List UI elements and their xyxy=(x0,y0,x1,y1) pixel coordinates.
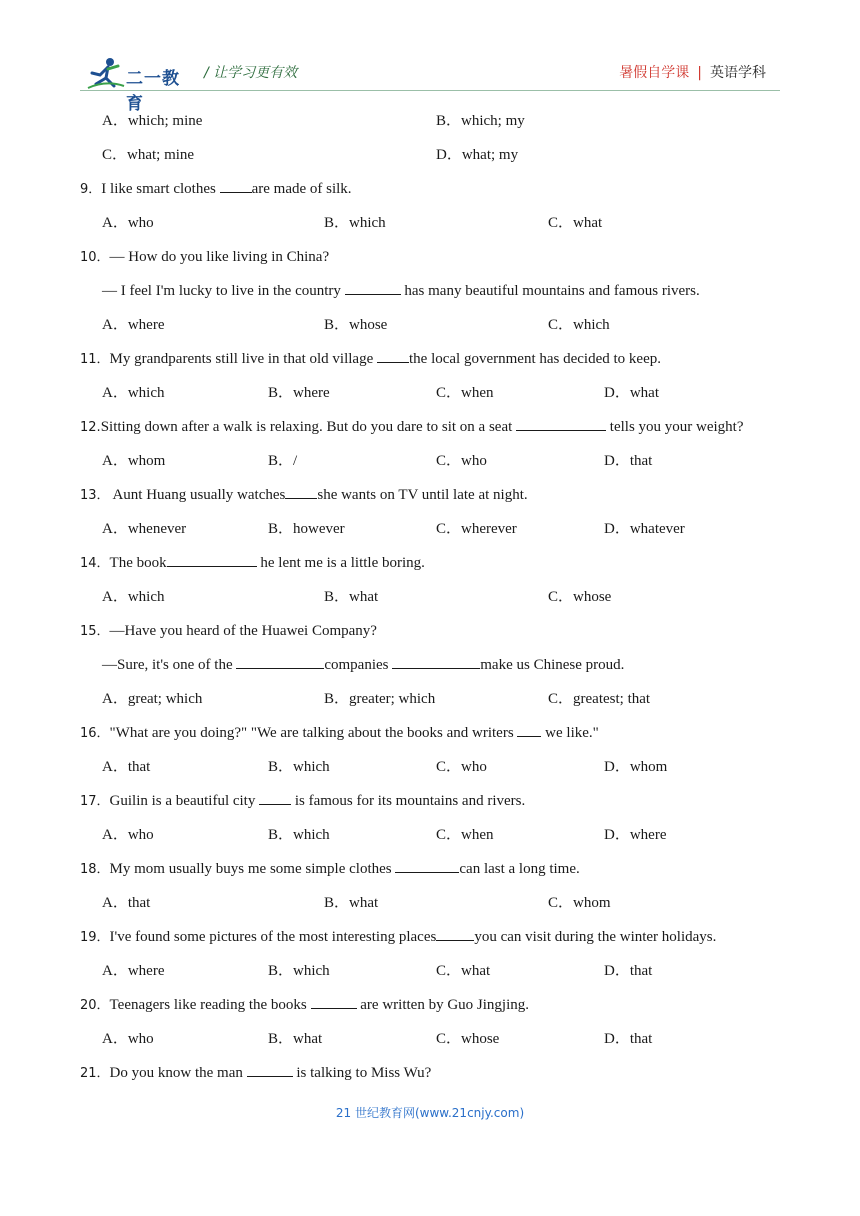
question-number: 14． xyxy=(80,556,110,571)
answer-blank xyxy=(377,347,409,363)
option: C．who xyxy=(436,453,487,469)
question-number: 15． xyxy=(80,624,110,639)
option: B．greater; which xyxy=(324,691,436,707)
course-label: 暑假自学课 xyxy=(619,65,690,81)
question-stem xyxy=(80,1056,800,1090)
option: D．whom xyxy=(604,759,668,775)
option: D．what; my xyxy=(436,147,519,163)
question-dialog-line xyxy=(80,274,800,308)
answer-blank xyxy=(517,721,541,737)
option: B．which xyxy=(268,963,330,979)
page-footer: 21 世纪教育网(www.21cnjy.com) xyxy=(335,1106,525,1120)
option: C．when xyxy=(436,827,494,843)
question-number: 20． xyxy=(80,998,110,1013)
answer-blank xyxy=(236,653,324,669)
question-text: she wants on TV until late at night. xyxy=(317,487,528,503)
option: A．where xyxy=(102,317,165,333)
answer-blank xyxy=(392,653,480,669)
question-stem xyxy=(80,342,800,376)
question-stem xyxy=(80,614,800,648)
header-course-info xyxy=(619,62,766,82)
option: C．whose xyxy=(436,1031,500,1047)
options-row xyxy=(80,580,800,614)
option: A．whom xyxy=(102,453,166,469)
option: C．greatest; that xyxy=(548,691,651,707)
question-stem xyxy=(80,172,800,206)
question-number: 19． xyxy=(80,930,110,945)
answer-blank xyxy=(516,415,606,431)
question-text: Sitting down after a walk is relaxing. But do you dare to sit on a seat xyxy=(100,419,517,435)
subject-label: 英语学科 xyxy=(710,65,766,81)
header-divider xyxy=(80,90,780,91)
option: B．what xyxy=(268,1031,323,1047)
question-number: 16． xyxy=(80,726,110,741)
options-row xyxy=(80,206,800,240)
option: D．that xyxy=(604,1031,653,1047)
question-text: —Have you heard of the Huawei Company? xyxy=(109,623,377,639)
answer-blank xyxy=(436,925,474,941)
option: B．where xyxy=(268,385,330,401)
question-stem xyxy=(80,410,800,444)
header-separator: | xyxy=(697,65,702,81)
question-text: Guilin is a beautiful city xyxy=(109,793,260,809)
option: C．wherever xyxy=(436,521,517,537)
question-text: My grandparents still live in that old village xyxy=(109,351,377,367)
question-text: Do you know the man xyxy=(109,1065,247,1081)
answer-blank xyxy=(247,1061,293,1077)
question-stem xyxy=(80,240,800,274)
option: B．which; my xyxy=(436,113,525,129)
option: B．what xyxy=(324,895,379,911)
option: C．who xyxy=(436,759,487,775)
option: C．what; mine xyxy=(102,147,195,163)
question-stem xyxy=(80,852,800,886)
logo xyxy=(86,56,196,114)
option: C．when xyxy=(436,385,494,401)
question-text: are made of silk. xyxy=(251,181,352,197)
option: B．what xyxy=(324,589,379,605)
logo-text: 二一教育 xyxy=(126,69,180,114)
options-row xyxy=(80,376,800,410)
question-text: "What are you doing?" "We are talking about the books and writers xyxy=(109,725,518,741)
question-stem xyxy=(80,478,800,512)
options-row xyxy=(80,750,800,784)
question-number: 21． xyxy=(80,1066,110,1081)
option: A．whenever xyxy=(102,521,187,537)
question-text: I've found some pictures of the most interesting places xyxy=(109,929,437,945)
option: B．which xyxy=(324,215,386,231)
question-text: can last a long time. xyxy=(459,861,580,877)
question-text: I like smart clothes xyxy=(101,181,220,197)
option: A．which xyxy=(102,589,165,605)
option: D．that xyxy=(604,453,653,469)
option: B．/ xyxy=(268,453,298,469)
question-stem xyxy=(80,920,800,954)
question-dialog-line xyxy=(80,648,800,682)
options-row xyxy=(80,308,800,342)
question-number: 18． xyxy=(80,862,110,877)
options-row xyxy=(80,682,800,716)
question-number: 17． xyxy=(80,794,110,809)
answer-blank xyxy=(167,551,257,567)
answer-blank xyxy=(311,993,357,1009)
question-stem xyxy=(80,716,800,750)
option: B．which xyxy=(268,759,330,775)
answer-blank xyxy=(345,279,401,295)
question-text: The book xyxy=(109,555,167,571)
option: A．that xyxy=(102,895,151,911)
options-row xyxy=(80,1022,800,1056)
option: A．which xyxy=(102,385,165,401)
question-text: companies xyxy=(324,657,393,673)
options-row xyxy=(80,512,800,546)
question-number: 10． xyxy=(80,250,110,265)
q8-options-row1 xyxy=(80,104,800,138)
question-stem xyxy=(80,784,800,818)
option: C．what xyxy=(436,963,491,979)
options-row xyxy=(80,886,800,920)
options-row xyxy=(80,954,800,988)
option: A．great; which xyxy=(102,691,203,707)
answer-blank xyxy=(259,789,291,805)
question-number: 11． xyxy=(80,352,110,367)
question-text: you can visit during the winter holidays. xyxy=(474,929,717,945)
question-text: Teenagers like reading the books xyxy=(109,997,311,1013)
option: C．what xyxy=(548,215,603,231)
options-row xyxy=(80,444,800,478)
question-text: is talking to Miss Wu? xyxy=(292,1065,432,1081)
question-number: 9． xyxy=(80,182,102,197)
option: A．which; mine xyxy=(102,113,203,129)
question-text: we like." xyxy=(541,725,599,741)
question-text: he lent me is a little boring. xyxy=(256,555,425,571)
option: A．where xyxy=(102,963,165,979)
option: A．who xyxy=(102,215,154,231)
option: D．where xyxy=(604,827,667,843)
option: D．whatever xyxy=(604,521,685,537)
question-text: —Sure, it's one of the xyxy=(102,657,237,673)
option: C．whose xyxy=(548,589,612,605)
q8-options-row2 xyxy=(80,138,800,172)
question-stem xyxy=(80,546,800,580)
options-row xyxy=(80,818,800,852)
page-header xyxy=(80,54,780,114)
question-text: is famous for its mountains and rivers. xyxy=(291,793,526,809)
option: A．who xyxy=(102,1031,154,1047)
question-text: tells you your weight? xyxy=(606,419,744,435)
option: B．whose xyxy=(324,317,388,333)
option: C．which xyxy=(548,317,610,333)
option: D．what xyxy=(604,385,659,401)
question-text: — I feel I'm lucky to live in the country xyxy=(102,283,345,299)
question-number: 12. xyxy=(80,420,101,435)
question-text: are written by Guo Jingjing. xyxy=(356,997,529,1013)
question-text: — How do you like living in China? xyxy=(109,249,330,265)
option: B．which xyxy=(268,827,330,843)
runner-logo-icon xyxy=(86,56,126,90)
question-stem xyxy=(80,988,800,1022)
answer-blank xyxy=(395,857,459,873)
option: D．that xyxy=(604,963,653,979)
slogan: / 让学习更有效 xyxy=(204,65,298,81)
answer-blank xyxy=(220,177,252,193)
option: C．whom xyxy=(548,895,611,911)
question-text: has many beautiful mountains and famous rivers. xyxy=(400,283,700,299)
question-text: the local government has decided to keep. xyxy=(409,351,661,367)
option: A．that xyxy=(102,759,151,775)
answer-blank xyxy=(285,483,317,499)
question-list xyxy=(80,104,800,1090)
question-text: Aunt Huang usually watches xyxy=(109,487,286,503)
option: B．however xyxy=(268,521,345,537)
question-text: My mom usually buys me some simple clothes xyxy=(109,861,396,877)
option: A．who xyxy=(102,827,154,843)
question-number: 13． xyxy=(80,488,110,503)
question-text: make us Chinese proud. xyxy=(480,657,625,673)
